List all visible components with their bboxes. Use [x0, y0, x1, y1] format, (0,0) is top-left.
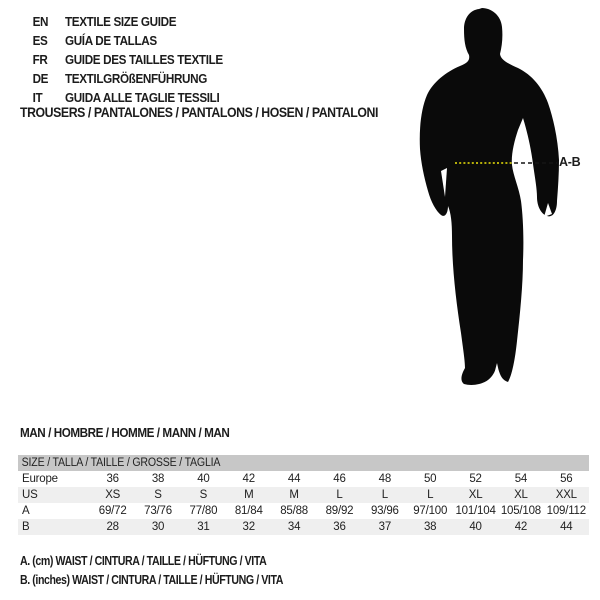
size-table-cell: 69/72	[98, 505, 127, 517]
size-table-row	[18, 487, 589, 503]
size-table-row	[18, 503, 589, 519]
language-guide-item	[33, 50, 223, 69]
language-guide-item	[33, 12, 223, 31]
size-table-cell: 81/84	[234, 505, 263, 517]
size-table-cell: 97/100	[413, 505, 448, 517]
size-table-cell: 40	[197, 473, 210, 485]
language-code: ES	[32, 33, 48, 48]
size-table-cell: S	[135, 487, 180, 503]
man-silhouette-svg	[390, 0, 600, 400]
size-table-cell: 36	[106, 473, 119, 485]
size-table-cell: 105/108	[500, 505, 541, 517]
size-table-cell: 77/80	[189, 505, 218, 517]
size-table-row-label: B	[18, 519, 90, 535]
size-table-cell: 50	[423, 473, 437, 485]
size-table-cell: S	[181, 487, 226, 503]
size-table-header-cell	[18, 455, 589, 471]
size-table-cell: 42	[498, 519, 543, 535]
language-guide-list	[33, 12, 223, 107]
size-table-cell: 28	[90, 519, 135, 535]
man-silhouette-figure	[390, 0, 600, 400]
category-title: TROUSERS / PANTALONES / PANTALONS / HOSEN / PANTALONI	[20, 104, 378, 120]
size-table-header-label: SIZE / TALLA / TAILLE / GRÖSSE / TAGLIA	[21, 457, 221, 469]
footnote-a: A. (cm) WAIST / CINTURA / TAILLE / HÜFTUNG / VITA	[20, 554, 267, 568]
size-table-cell: 30	[135, 519, 180, 535]
size-table-cell: 101/104	[455, 505, 496, 517]
size-table-cell: XL	[453, 487, 498, 503]
size-table-row-label: A	[22, 505, 30, 517]
size-table-cell: 52	[469, 473, 482, 485]
size-table-cell: 109/112	[546, 505, 586, 517]
size-table-row	[18, 519, 589, 535]
size-table-row	[18, 471, 589, 487]
size-table-cell: L	[362, 487, 407, 503]
size-table-cell: 36	[317, 519, 362, 535]
language-code: DE	[32, 71, 49, 86]
size-table-row-label: US	[18, 487, 90, 503]
size-table-body	[18, 455, 589, 535]
language-code: FR	[32, 52, 48, 67]
size-table-cell: 42	[242, 473, 255, 485]
language-guide-label: TEXTILGRÖßENFÜHRUNG	[64, 71, 207, 86]
size-table-cell: 44	[544, 519, 589, 535]
language-guide-label: GUIDA ALLE TAGLIE TESSILI	[64, 90, 220, 105]
size-table-cell: 46	[333, 473, 346, 485]
size-table-cell: M	[271, 487, 316, 503]
size-table-cell: XXL	[544, 487, 589, 503]
size-table-cell: 44	[287, 473, 301, 485]
size-table-cell: 89/92	[325, 505, 354, 517]
man-silhouette-path	[420, 8, 559, 385]
size-table	[18, 455, 589, 535]
size-table-header-row	[18, 455, 589, 471]
language-guide-item	[33, 31, 223, 50]
size-table-cell: M	[226, 487, 271, 503]
size-table-cell: 32	[226, 519, 271, 535]
size-table-cell: 93/96	[370, 505, 399, 517]
size-table-cell: L	[317, 487, 362, 503]
footnotes	[20, 552, 283, 590]
language-guide-label: GUIDE DES TAILLES TEXTILE	[64, 52, 223, 67]
size-table-cell: 40	[453, 519, 498, 535]
language-guide-label: TEXTILE SIZE GUIDE	[64, 14, 177, 29]
size-table-cell: 54	[514, 473, 528, 485]
language-code: EN	[32, 14, 49, 29]
size-table-cell: 34	[271, 519, 316, 535]
size-table-cell: L	[408, 487, 453, 503]
language-code: IT	[32, 90, 43, 105]
language-guide-label: GUÍA DE TALLAS	[64, 33, 157, 48]
size-table-cell: XS	[90, 487, 135, 503]
size-table-row-label: Europe	[22, 473, 58, 485]
size-table-cell: 38	[151, 473, 165, 485]
size-table-cell: 31	[181, 519, 226, 535]
size-table-cell: XL	[498, 487, 543, 503]
section-title-man: MAN / HOMBRE / HOMME / MANN / MAN	[20, 425, 230, 440]
size-table-cell: 56	[560, 473, 573, 485]
size-table-cell: 37	[362, 519, 407, 535]
size-table-cell: 38	[408, 519, 453, 535]
language-guide-item	[33, 69, 223, 88]
size-table-cell: 48	[378, 473, 392, 485]
size-table-cell: 73/76	[144, 505, 172, 517]
size-table-cell: 85/88	[280, 505, 308, 517]
measure-label-ab: A-B	[559, 155, 581, 169]
footnote-b: B. (inches) WAIST / CINTURA / TAILLE / HÜFTUNG / VITA	[20, 573, 283, 587]
